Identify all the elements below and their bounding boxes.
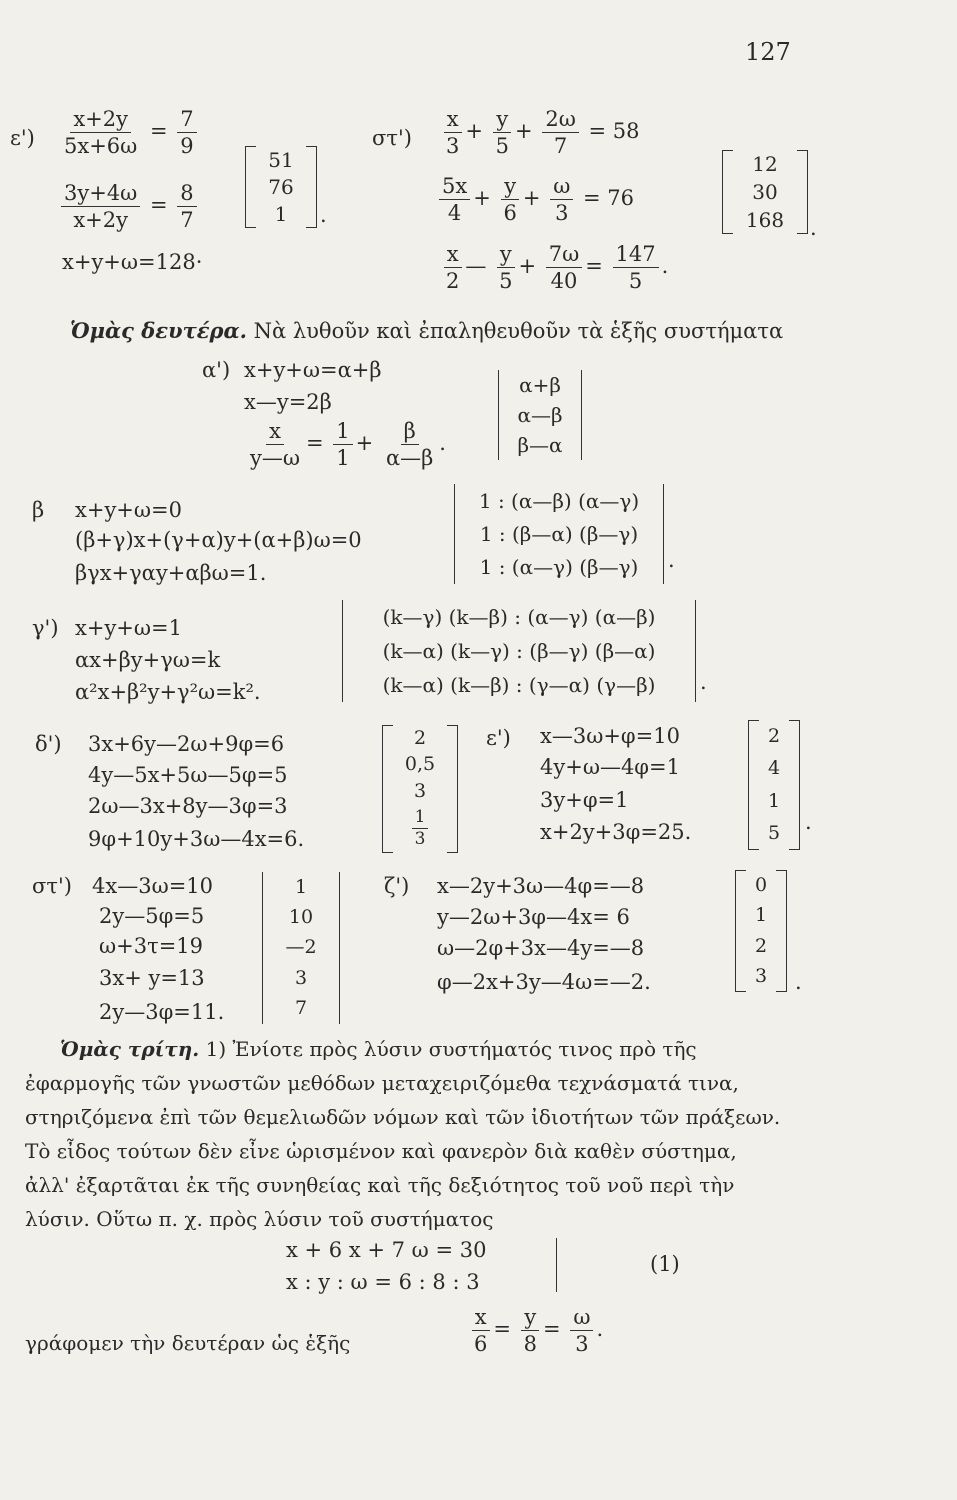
g2-st-eq5: 2y—3φ=11. [99,1000,225,1024]
exercise-e-label: ε') [10,126,35,150]
group3-line-4: Τὸ εἶδος τούτων δὲν εἶνε ὡρισμένον καὶ φανερὸν διὰ καθὲν σύστημα, [25,1139,737,1163]
g2-d-eq3: 2ω—3x+8y—3φ=3 [88,794,288,818]
g2-b-eq2: (β+γ)x+(γ+α)y+(α+β)ω=0 [75,528,362,552]
g2-g-eq1: x+y+ω=1 [75,616,182,640]
g2-a-eq1: x+y+ω=α+β [244,358,382,382]
g2-b-answers-end: . [668,548,675,572]
g2-a-answers: α+β α—β β—α [498,370,582,460]
group2-text: Νὰ λυθοῦν καὶ ἐπαληθευθοῦν τὰ ἑξῆς συστήματα [253,319,784,343]
g2-st-eq2: 2y—5φ=5 [99,904,205,928]
group2-heading [70,318,783,343]
g2-d-label: δ') [35,732,62,756]
exercise-e-eq2: $\frac{3y+4\omega}{x+2y}$ = $\frac{8}{7}$ [58,182,200,231]
g2-b-answers: 1 : (α—β) (α—γ) 1 : (β—α) (β—γ) 1 : (α—γ) (β—γ) [454,484,664,584]
exercise-st-answers: 12 30 168 [722,150,808,234]
g2-b-eq1: x+y+ω=0 [75,498,182,522]
g2-z-eq3: ω—2φ+3x—4y=—8 [437,936,645,960]
g2-a-eq3: $\frac{x}{y—\omega}$ = $\frac{1}{1}$ + $\frac{\beta}{\alpha—\beta}$ . [250,419,446,471]
g2-d-eq1: 3x+6y—2ω+9φ=6 [88,732,285,756]
g2-e-answers: 2 4 1 5 [748,720,800,850]
g2-st-answers: 1 10 —2 3 7 [262,872,340,1024]
g2-d-answers: 2 0,5 3 $\frac{1}{3}$ [382,725,458,853]
group3-line-2: ἐφαρμογῆς τῶν γνωστῶν μεθόδων μεταχειριζόμεθα τεχνάσματά τινα, [25,1071,739,1095]
g2-b-label: β [32,498,45,522]
exercise-st-eq1: $\frac{x}{3}$ + $\frac{y}{5}$ + $\frac{2\omega}{7}$ = 58 [440,108,640,157]
page-number: 127 [745,38,791,66]
g2-st-eq3: ω+3τ=19 [99,934,204,958]
g2-e-label: ε') [486,726,511,750]
exercise-e-eq3: x+y+ω=128· [62,250,203,274]
group3-title: Ὁμὰς τρίτη. [60,1037,200,1061]
g2-z-eq2: y—2ω+3φ—4x= 6 [437,905,630,929]
group3-line-1: Ὁμὰς τρίτη. 1) Ἐνίοτε πρὸς λύσιν συστήματός τινος πρὸ τῆς [60,1037,697,1061]
exercise-e-answers-end: . [320,203,327,227]
system-brace [548,1238,557,1292]
g2-z-label: ζ') [384,874,410,898]
g2-e-eq4: x+2y+3φ=25. [540,820,692,844]
g2-st-eq4: 3x+ y=13 [99,966,205,990]
exercise-e-answers: 51 76 1 [245,146,317,228]
exercise-e-eq1: $\frac{x+2y}{5x+6\omega}$ = $\frac{7}{9}$ [58,108,200,157]
g2-z-eq4: φ—2x+3y—4ω=—2. [437,970,651,994]
system-eq2: x : y : ω = 6 : 8 : 3 [286,1270,480,1294]
g2-e-eq2: 4y+ω—4φ=1 [540,755,680,779]
g2-d-eq2: 4y—5x+5ω—5φ=5 [88,763,288,787]
system-tag: (1) [650,1252,680,1276]
exercise-st-eq2: $\frac{5x}{4}$ + $\frac{y}{6}$ + $\frac{\omega}{3}$ = 76 [436,175,634,224]
g2-z-answers-end: . [795,970,802,994]
g2-g-answers: (k—γ) (k—β) : (α—γ) (α—β) (k—α) (k—γ) : (β—γ) (β—α) (k—α) (k—β) : (γ—α) (γ—β) [342,600,696,702]
group3-line-5: ἀλλ' ἐξαρτᾶται ἐκ τῆς συνηθείας καὶ τῆς δεξιότητος τοῦ νοῦ περὶ τὴν [25,1173,735,1197]
system-eq1: x + 6 x + 7 ω = 30 [286,1238,487,1262]
g2-a-eq2: x—y=2β [244,390,332,414]
g2-z-answers: 0 1 2 3 [735,870,787,992]
exercise-st-answers-end: . [810,216,817,240]
g2-st-label: στ') [32,874,72,898]
exercise-st-eq3: $\frac{x}{2}$ — $\frac{y}{5}$ + $\frac{7\omega}{40}$ = $\frac{147}{5}$ . [440,243,668,292]
g2-z-eq1: x—2y+3ω—4φ=—8 [437,874,645,898]
g2-e-answers-end: . [805,810,812,834]
g2-d-eq4: 9φ+10y+3ω—4x=6. [88,827,305,851]
g2-st-eq1: 4x—3ω=10 [92,874,214,898]
group3-line-6: λύσιν. Οὕτω π. χ. πρὸς λύσιν τοῦ συστήματος [25,1207,494,1231]
g2-e-eq3: 3y+φ=1 [540,788,629,812]
group2-title: Ὁμὰς δευτέρα. [70,318,247,343]
final-text: γράφομεν τὴν δευτέραν ὡς ἑξῆς [25,1331,351,1355]
g2-g-label: γ') [32,616,59,640]
g2-g-eq2: αx+βy+γω=k [75,648,221,672]
g2-b-eq3: βγx+γαy+αβω=1. [75,561,267,585]
group3-line-3: στηριζόμενα ἐπὶ τῶν θεμελιωδῶν νόμων καὶ τῶν ἰδιοτήτων τῶν πράξεων. [25,1105,781,1129]
g2-g-eq3: α²x+β²y+γ²ω=k². [75,680,261,704]
g2-e-eq1: x—3ω+φ=10 [540,724,680,748]
g2-g-answers-end: . [700,670,707,694]
final-fractions: $\frac{x}{6}$ = $\frac{y}{8}$ = $\frac{\omega}{3}$ . [468,1306,603,1355]
exercise-st-label: στ') [372,126,412,150]
g2-a-label: α') [202,358,231,382]
